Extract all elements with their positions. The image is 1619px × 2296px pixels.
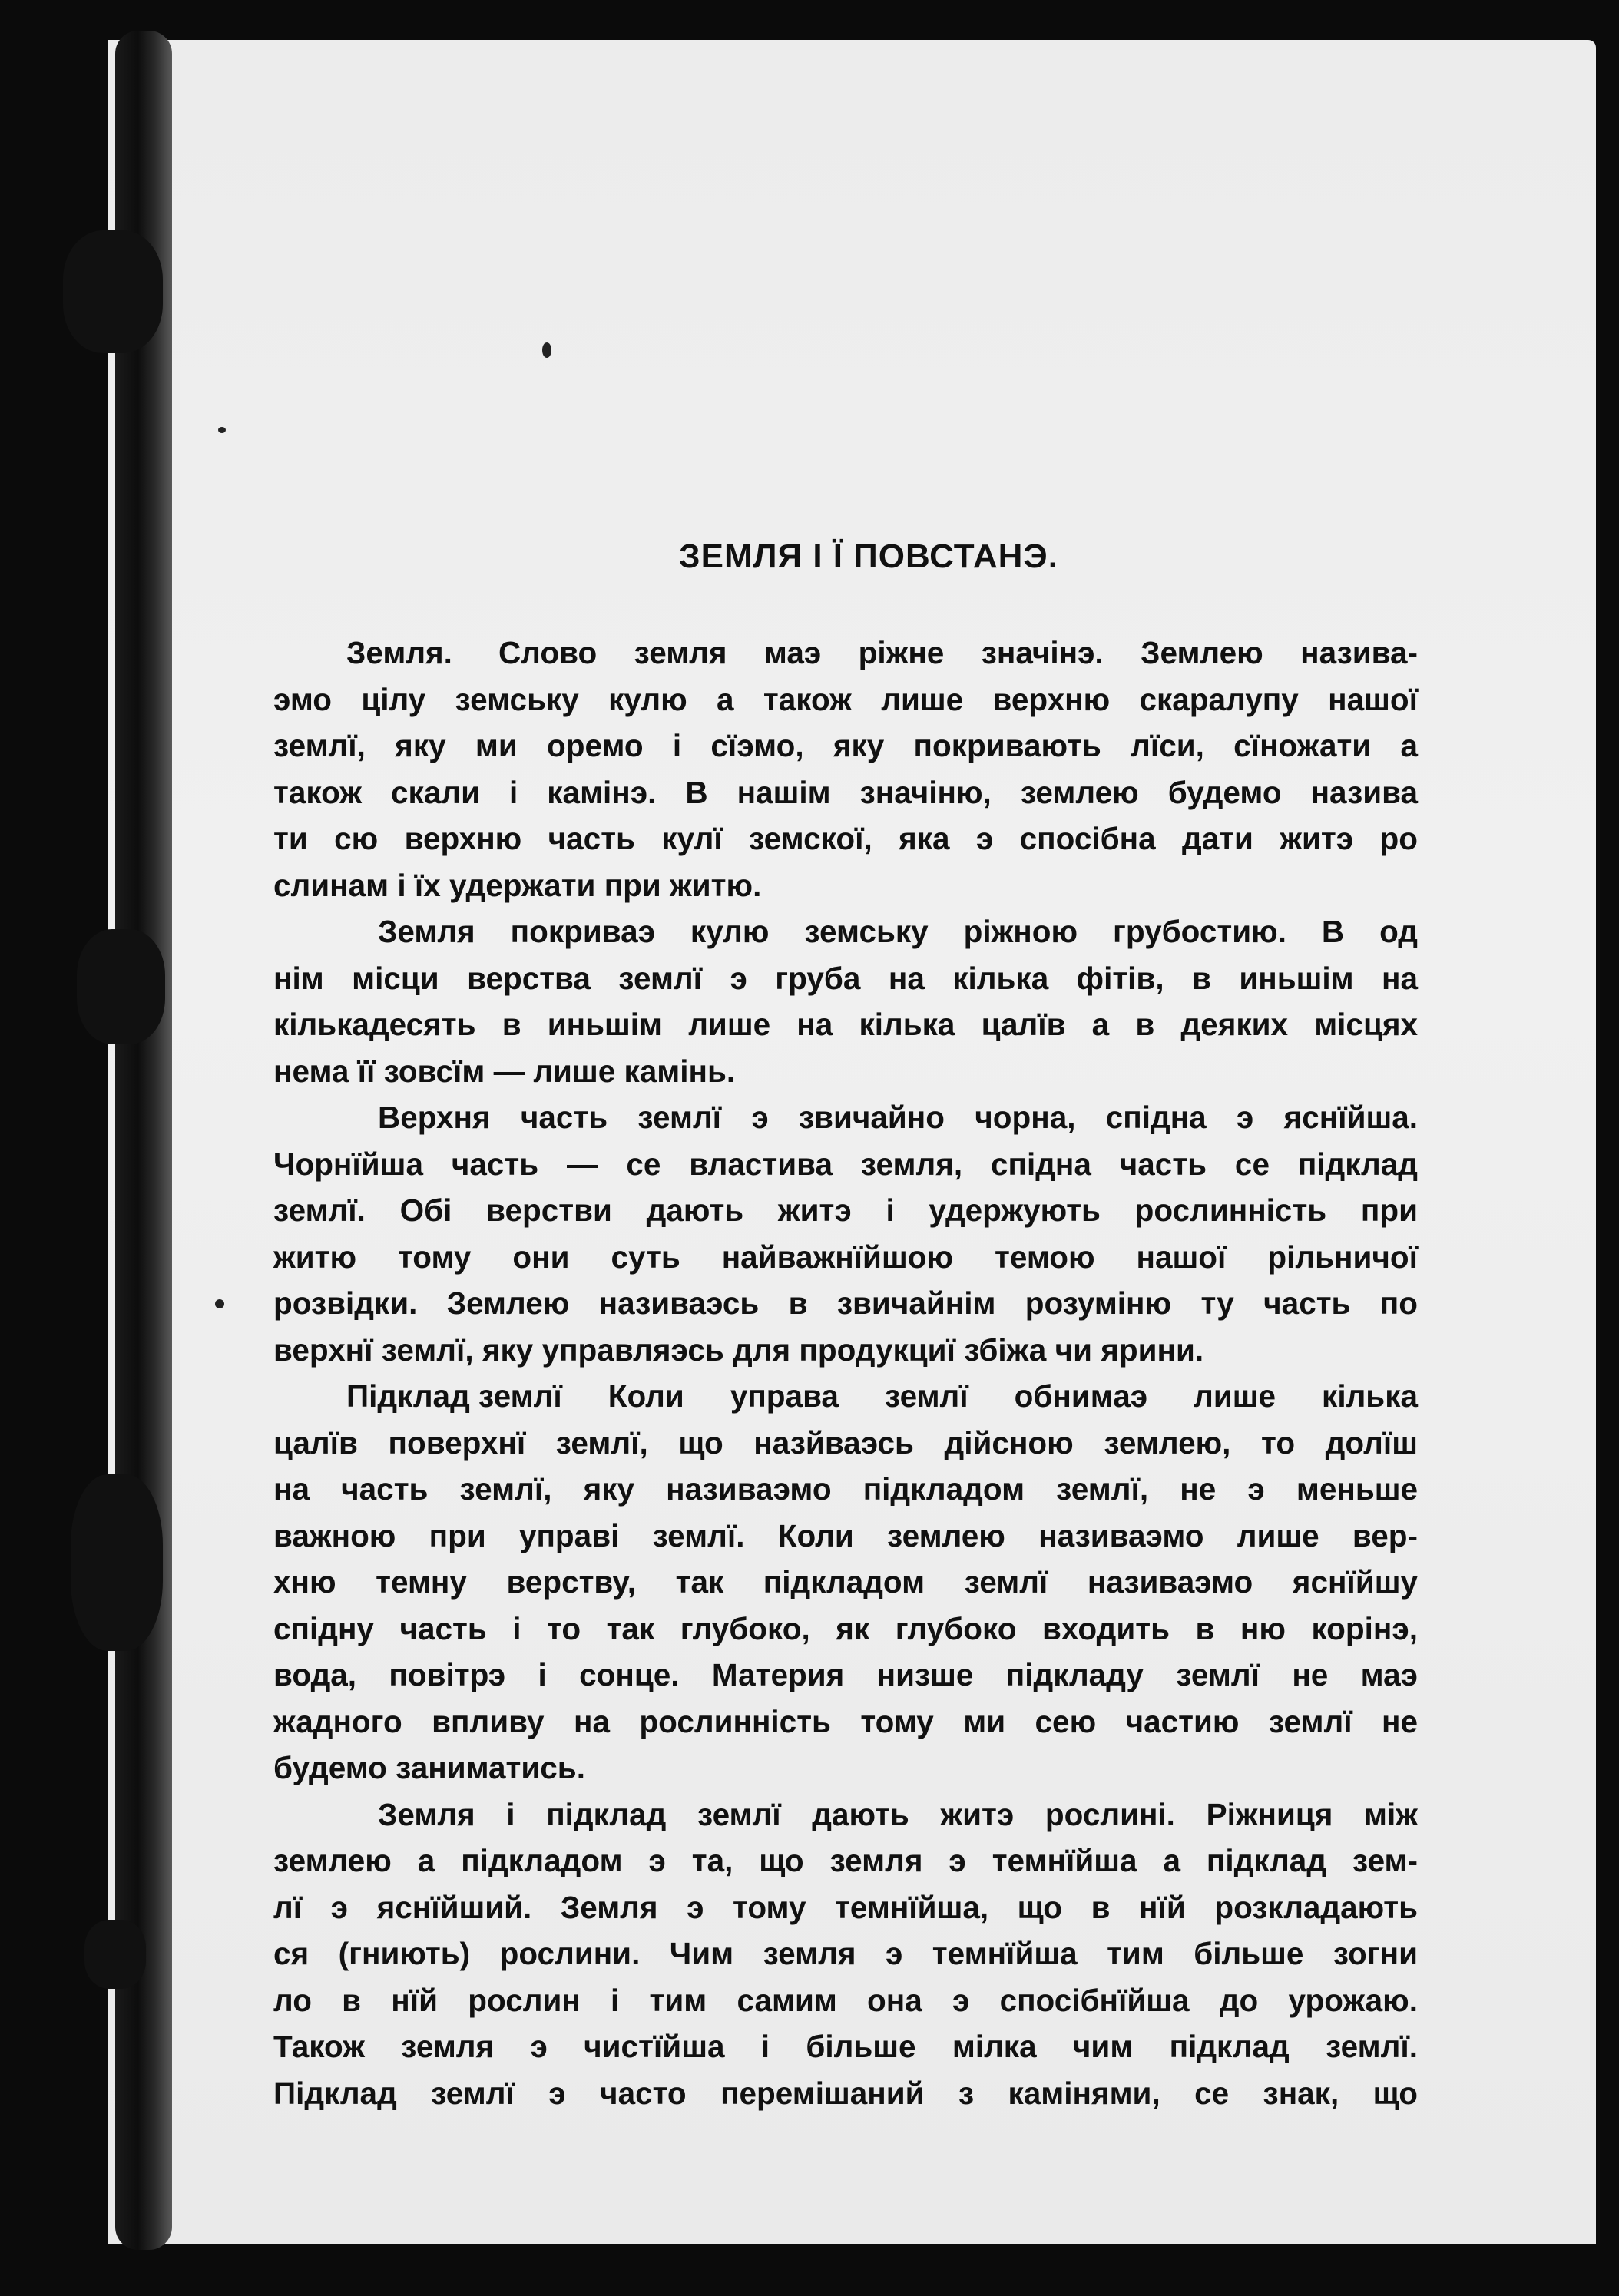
- document-body: [273, 538, 1418, 2116]
- text-line: важною при управі землї. Коли землею називаэмо лише вер-: [273, 1517, 1418, 1553]
- paragraph: [273, 908, 1418, 1094]
- binding-blot: [63, 230, 163, 353]
- paragraph: [273, 1094, 1418, 1373]
- text-line: Земля. Слово земля маэ ріжне значінэ. Землею назива-: [273, 630, 1418, 677]
- binding-blot: [71, 1474, 163, 1651]
- paragraph-zemlia: [273, 630, 1418, 908]
- dust-speck: [218, 427, 226, 433]
- section-rubric: Підклад землї: [346, 1378, 562, 1414]
- binding-shadow: [115, 31, 172, 2250]
- text-line: кількадесять в иньшім лише на кілька цалїв а в деяких місцях: [273, 1007, 1418, 1042]
- text-line: Також земля э чистїйша і більше мілка чим підклад землї.: [273, 2029, 1418, 2064]
- section-rubric: Земля.: [346, 635, 452, 670]
- text-line: слинам і їх удержати при житю.: [273, 867, 762, 903]
- binding-blot: [77, 929, 165, 1044]
- text-line: ся (гниють) рослини. Чим земля э темнїйша тим більше зогни: [273, 1936, 1418, 1971]
- text-line: землею а підкладом э та, що земля э темнїйша а підклад зем-: [273, 1843, 1418, 1878]
- text-line: нема її зовсїм — лише камінь.: [273, 1053, 736, 1089]
- text-line: на часть землї, яку називаэмо підкладом землї, не э меньше: [273, 1471, 1418, 1507]
- text-line: землї, яку ми оремо і сїэмо, яку покривають лїси, сїножати а: [273, 728, 1418, 763]
- text-line: Підклад землї э часто перемішаний з камінями, се знак, що: [273, 2075, 1418, 2111]
- text-line: розвідки. Землею називаэсь в звичайнім розуміню ту часть по: [273, 1285, 1418, 1321]
- text-line: Чорнїйша часть — се властива земля, спідна часть се підклад: [273, 1146, 1418, 1182]
- text-line: Підклад землї Коли управа землї обнимаэ лише кілька: [273, 1373, 1418, 1420]
- binding-blot: [84, 1920, 146, 1989]
- text-line: будемо заниматись.: [273, 1750, 585, 1785]
- text-line: Земля і підклад землї дають житэ рослині. Ріжниця між: [378, 1796, 1418, 1832]
- text-line: житю тому они суть найважнїйшою темою нашої рільничої: [273, 1239, 1418, 1275]
- text-line: верхнї землї, яку управляэсь для продукциї збіжа чи ярини.: [273, 1332, 1204, 1368]
- text-line: ло в нїй рослин і тим самим она э спосібнїйша до урожаю.: [273, 1982, 1418, 2018]
- text-line: ти сю верхню часть кулї земскої, яка э спосібна дати житэ ро: [273, 821, 1418, 856]
- dust-speck: [215, 1299, 224, 1308]
- text-line: Земля покриваэ кулю земську ріжною грубостию. В од: [378, 914, 1418, 949]
- text-line: землї. Обі верстви дають житэ і удержують рослинність при: [273, 1193, 1418, 1228]
- text-line: эмо цілу земську кулю а також лише верхню скаралупу нашої: [273, 681, 1418, 717]
- text-line: нім місци верства землї э груба на кілька фітів, в иньшім на: [273, 960, 1418, 996]
- text-line: вода, повітрэ і сонце. Материя низше підкладу землї не маэ: [273, 1657, 1418, 1692]
- page-title: ЗЕМЛЯ І Ї ПОВСТАНЭ.: [679, 538, 1058, 575]
- paragraph-pidklad: [273, 1373, 1418, 1791]
- text-line: цалїв поверхнї землї, що назйваэсь дійсною землею, то долїш: [273, 1424, 1418, 1461]
- paragraph: [273, 1791, 1418, 2117]
- text-line: жадного впливу на рослинність тому ми сею частию землї не: [273, 1703, 1418, 1739]
- text-line: Верхня часть землї э звичайно чорна, спідна э яснїйша.: [378, 1100, 1418, 1135]
- text-line: лї э яснїйший. Земля э тому темнїйша, що в нїй розкладають: [273, 1889, 1418, 1925]
- text-line: також скали і камінэ. В нашім значіню, землею будемо назива: [273, 774, 1418, 810]
- text-line: спідну часть і то так глубоко, як глубоко входить в ню корінэ,: [273, 1610, 1418, 1646]
- text-line: хню темну верству, так підкладом землї називаэмо яснїйшу: [273, 1564, 1418, 1600]
- dust-speck: [542, 342, 551, 358]
